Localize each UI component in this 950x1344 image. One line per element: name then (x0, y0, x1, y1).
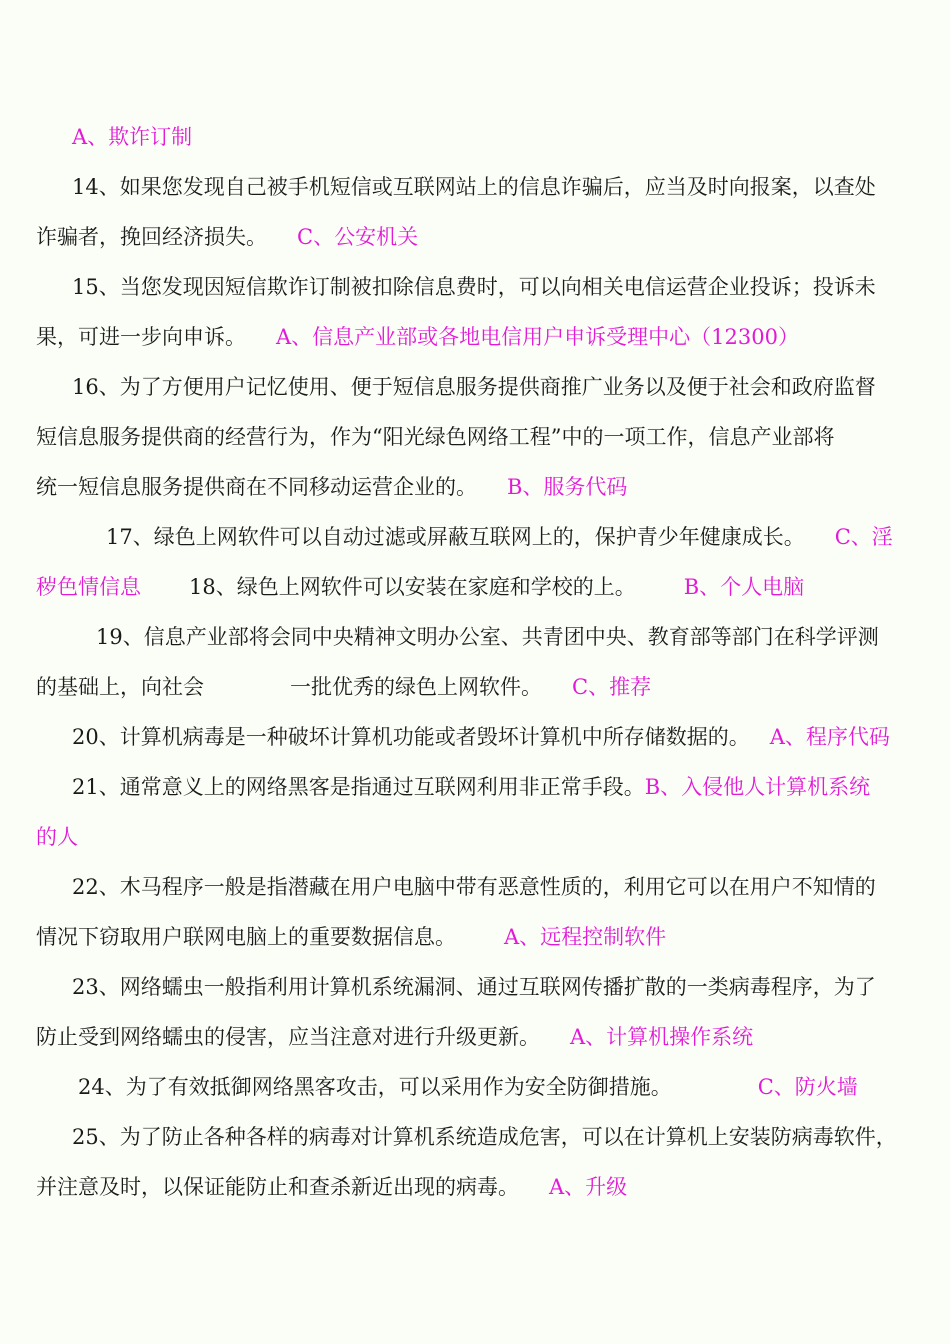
answer-text: C、淫 (834, 525, 893, 549)
question-16-line-3 (36, 462, 918, 512)
question-25-line-2 (36, 1162, 918, 1212)
question-text: 24、为了有效抵御网络黑客攻击，可以采用作为安全防御措施。 (78, 1075, 672, 1099)
question-text: 18、绿色上网软件可以安装在家庭和学校的上。 (189, 575, 636, 599)
question-text: 统一短信息服务提供商在不同移动运营企业的。 (36, 475, 477, 499)
question-21-line-2 (36, 812, 918, 862)
question-25-line-1 (36, 1112, 918, 1162)
question-text: 23、网络蠕虫一般指利用计算机系统漏洞、通过互联网传播扩散的一类病毒程序，为了 (72, 975, 876, 999)
answer-text: A、程序代码 (769, 725, 890, 749)
question-16-line-1 (36, 362, 918, 412)
question-15-line-2 (36, 312, 918, 362)
question-text: 防止受到网络蠕虫的侵害，应当注意对进行升级更新。 (36, 1025, 540, 1049)
question-21-line-1 (36, 762, 918, 812)
question-24-line (36, 1062, 918, 1112)
answer-text: A、计算机操作系统 (570, 1025, 754, 1049)
answer-line-13 (36, 112, 918, 162)
question-text: 25、为了防止各种各样的病毒对计算机系统造成危害，可以在计算机上安装防病毒软件， (72, 1125, 897, 1149)
answer-text: B、个人电脑 (683, 575, 805, 599)
question-text: 15、当您发现因短信欺诈订制被扣除信息费时，可以向相关电信运营企业投诉；投诉未 (72, 275, 876, 299)
question-text: 的基础上，向社会 (36, 675, 204, 699)
question-15-line-1 (36, 262, 918, 312)
answer-text: A、远程控制软件 (504, 925, 667, 949)
answer-text: C、公安机关 (297, 225, 419, 249)
answer-text: A、升级 (549, 1175, 628, 1199)
answer-text: A、信息产业部或各地电信用户申诉受理中心（12300） (276, 325, 799, 349)
question-text: 短信息服务提供商的经营行为，作为“阳光绿色网络工程”中的一项工作，信息产业部将 (36, 425, 835, 449)
question-text: 17、绿色上网软件可以自动过滤或屏蔽互联网上的，保护青少年健康成长。 (106, 525, 805, 549)
question-19-line-1 (36, 612, 918, 662)
question-22-line-2 (36, 912, 918, 962)
question-text: 19、信息产业部将会同中央精神文明办公室、共青团中央、教育部等部门在科学评测 (96, 625, 879, 649)
document-body (36, 112, 918, 1212)
question-19-line-2 (36, 662, 918, 712)
question-17-18-line (36, 562, 918, 612)
answer-text: A、欺诈订制 (72, 125, 193, 149)
answer-text: C、防火墙 (757, 1075, 858, 1099)
question-text: 诈骗者，挽回经济损失。 (36, 225, 267, 249)
question-16-line-2 (36, 412, 918, 462)
answer-text: 的人 (36, 825, 78, 849)
question-14-line-1 (36, 162, 918, 212)
answer-text: C、推荐 (572, 675, 652, 699)
question-text: 16、为了方便用户记忆使用、便于短信息服务提供商推广业务以及便于社会和政府监督 (72, 375, 876, 399)
question-23-line-1 (36, 962, 918, 1012)
question-text: 21、通常意义上的网络黑客是指通过互联网利用非正常手段。 (72, 775, 645, 799)
question-23-line-2 (36, 1012, 918, 1062)
question-text: 果，可进一步向申诉。 (36, 325, 246, 349)
question-text: 情况下窃取用户联网电脑上的重要数据信息。 (36, 925, 456, 949)
answer-text: B、服务代码 (507, 475, 628, 499)
question-text: 22、木马程序一般是指潜藏在用户电脑中带有恶意性质的，利用它可以在用户不知情的 (72, 875, 876, 899)
question-text: 并注意及时，以保证能防止和查杀新近出现的病毒。 (36, 1175, 519, 1199)
question-text: 一批优秀的绿色上网软件。 (290, 675, 542, 699)
question-text: 14、如果您发现自己被手机短信或互联网站上的信息诈骗后，应当及时向报案，以查处 (72, 175, 876, 199)
question-17-line-1 (36, 512, 918, 562)
question-text: 20、计算机病毒是一种破坏计算机功能或者毁坏计算机中所存储数据的。 (72, 725, 750, 749)
question-14-line-2 (36, 212, 918, 262)
answer-text: B、入侵他人计算机系统 (644, 775, 871, 799)
question-20-line (36, 712, 918, 762)
question-22-line-1 (36, 862, 918, 912)
answer-text: 秽色情信息 (36, 575, 141, 599)
